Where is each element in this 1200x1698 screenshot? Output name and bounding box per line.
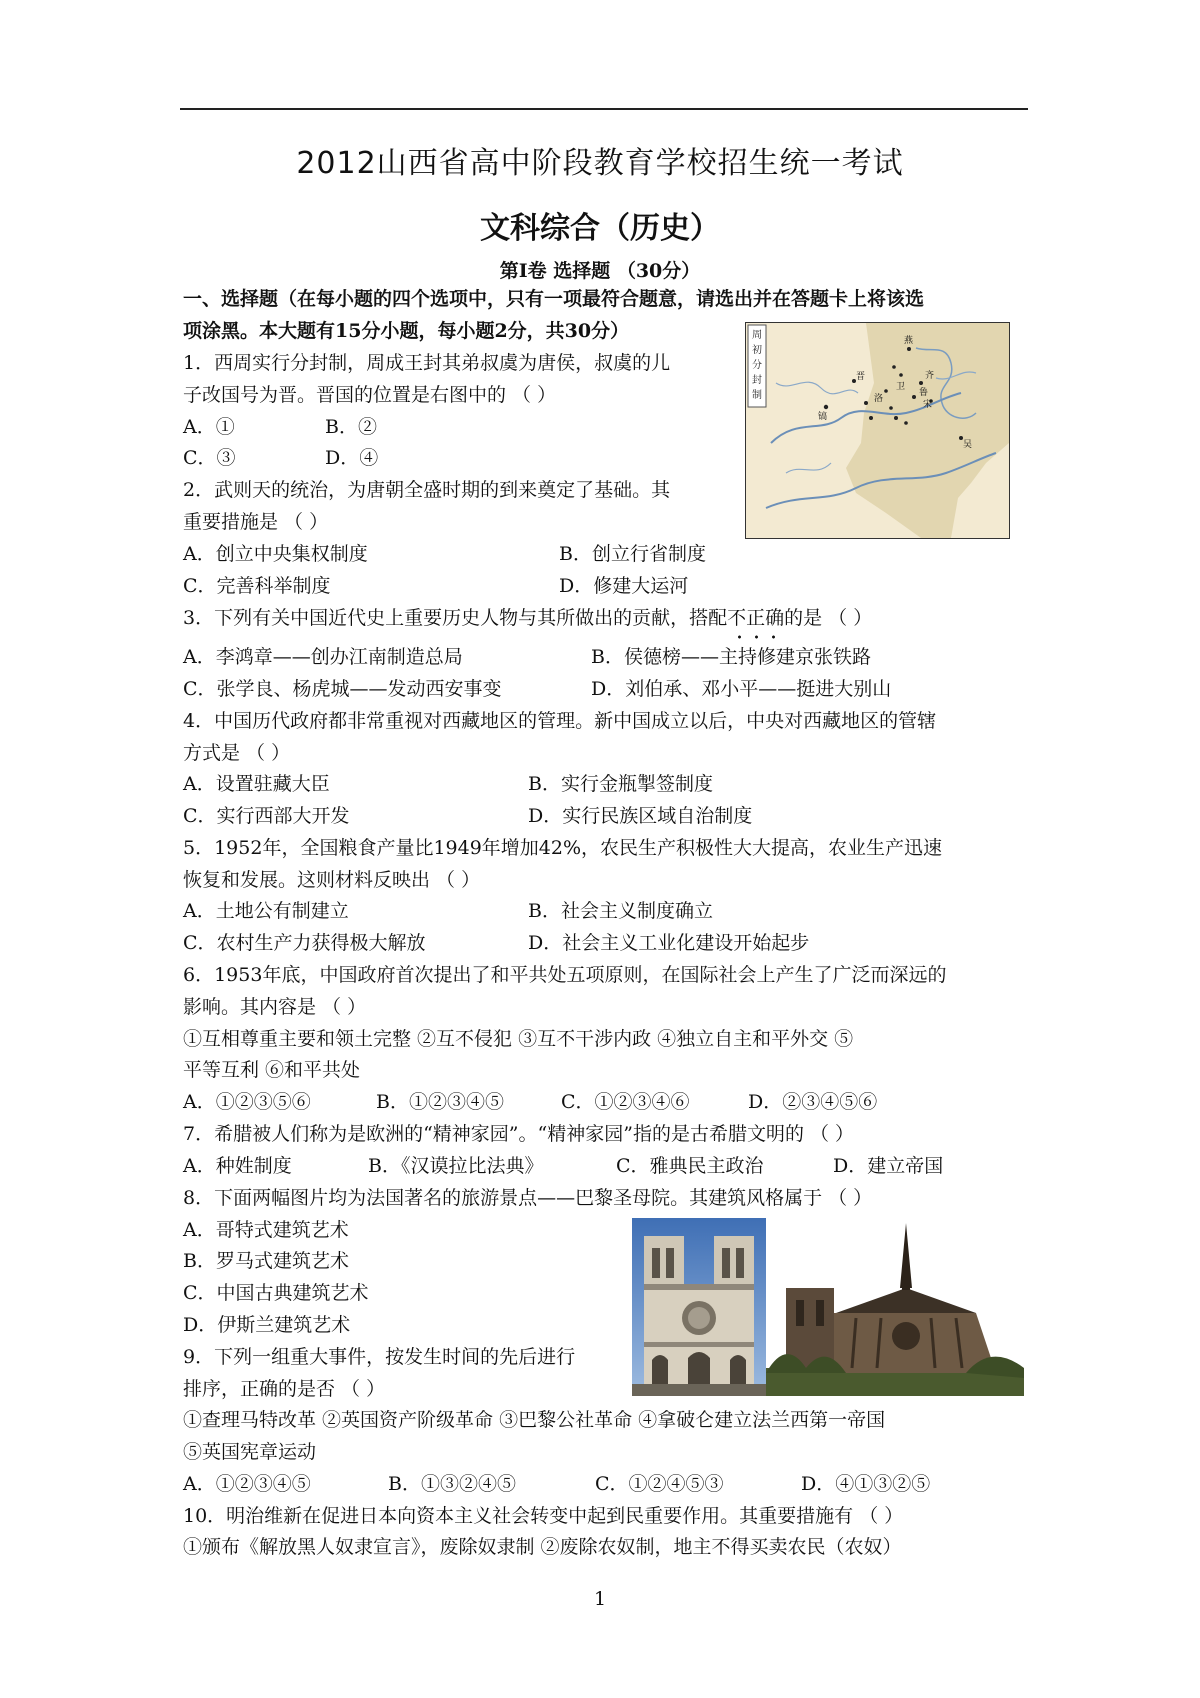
notre-dame-side-photo <box>766 1218 1024 1396</box>
q6-items-line1: ①互相尊重主要和领土完整 ②互不侵犯 ③互不干涉内政 ④独立自主和平外交 ⑤ <box>183 1028 854 1050</box>
q4-stem-line2: 方式是 （ ） <box>183 742 291 764</box>
side-view-illustration <box>766 1218 1024 1396</box>
map-label-yan: 燕 <box>904 336 914 346</box>
map-label-lu: 鲁 <box>919 388 929 398</box>
q4-option-d[interactable]: D．实行民族区域自治制度 <box>528 805 753 827</box>
q9-items-line1: ①查理马特改革 ②英国资产阶级革命 ③巴黎公社革命 ④拿破仑建立法兰西第一帝国 <box>183 1409 886 1431</box>
q1-stem-line2: 子改国号为晋。晋国的位置是右图中的 （ ） <box>183 384 557 406</box>
q1-option-a[interactable]: A．① <box>183 416 235 438</box>
q3-stem <box>183 606 872 630</box>
q2-stem-line2: 重要措施是 （ ） <box>183 511 329 533</box>
q9-option-b[interactable]: B．①③②④⑤ <box>388 1473 516 1495</box>
q6-option-a[interactable]: A．①②③⑤⑥ <box>183 1091 311 1113</box>
q3-option-d[interactable]: D．刘伯承、邓小平——挺进大别山 <box>591 678 892 700</box>
section-instruction-line1: 一、选择题（在每小题的四个选项中，只有一项最符合题意，请选出并在答题卡上将该选 <box>183 288 925 310</box>
q7-option-b[interactable]: B．《汉谟拉比法典》 <box>368 1155 544 1177</box>
facade-illustration <box>632 1218 766 1396</box>
q2-option-b[interactable]: B．创立行省制度 <box>559 543 706 565</box>
q5-option-c[interactable]: C．农村生产力获得极大解放 <box>183 932 426 954</box>
q6-stem-line1: 6．1953年底，中国政府首次提出了和平共处五项原则，在国际社会上产生了广泛而深远的 <box>183 964 947 986</box>
q5-option-a[interactable]: A．土地公有制建立 <box>183 900 349 922</box>
q9-option-c[interactable]: C．①②④⑤③ <box>595 1473 724 1495</box>
q1-option-d[interactable]: D．④ <box>325 447 379 469</box>
q9-option-a[interactable]: A．①②③④⑤ <box>183 1473 311 1495</box>
map-title-char-5: 制 <box>752 390 762 401</box>
map-illustration <box>746 323 1009 538</box>
q4-option-a[interactable]: A．设置驻藏大臣 <box>183 773 330 795</box>
q1-option-c[interactable]: C．③ <box>183 447 236 469</box>
q10-items-line1: ①颁布《解放黑人奴隶宣言》，废除奴隶制 ②废除农奴制，地主不得买卖农民（农奴） <box>183 1536 902 1558</box>
map-title-char-1: 周 <box>752 330 762 341</box>
map-title-char-2: 初 <box>752 345 762 356</box>
map-label-luo: 洛 <box>874 394 884 404</box>
q8-option-c[interactable]: C．中国古典建筑艺术 <box>183 1282 369 1304</box>
q7-option-d[interactable]: D．建立帝国 <box>833 1155 944 1177</box>
q9-option-d[interactable]: D．④①③②⑤ <box>801 1473 931 1495</box>
exam-subtitle: 文科综合（历史） <box>480 211 720 246</box>
q3-emphasis-text: 不正确 <box>727 607 785 629</box>
q5-option-b[interactable]: B．社会主义制度确立 <box>528 900 713 922</box>
q3-option-a[interactable]: A．李鸿章——创办江南制造总局 <box>183 646 463 668</box>
q3-emphasis <box>727 606 784 630</box>
q1-option-b[interactable]: B．② <box>325 416 377 438</box>
map-title-char-4: 封 <box>752 375 762 386</box>
q6-items-line2: 平等互利 ⑥和平共处 <box>183 1059 361 1081</box>
q2-stem-line1: 2．武则天的统治，为唐朝全盛时期的到来奠定了基础。其 <box>183 479 671 501</box>
q6-option-c[interactable]: C．①②③④⑥ <box>561 1091 690 1113</box>
q1-stem-line1: 1．西周实行分封制，周成王封其弟叔虞为唐侯，叔虞的儿 <box>183 352 671 374</box>
map-label-wu: 吴 <box>963 440 973 450</box>
map-title-char-3: 分 <box>752 360 762 371</box>
q2-option-c[interactable]: C．完善科举制度 <box>183 575 331 597</box>
q3-stem-start: 3．下列有关中国近代史上重要历史人物与其所做出的贡献，搭配 <box>183 607 728 629</box>
exam-title: 2012山西省高中阶段教育学校招生统一考试 <box>296 146 904 181</box>
q6-option-d[interactable]: D．②③④⑤⑥ <box>748 1091 878 1113</box>
q2-option-a[interactable]: A．创立中央集权制度 <box>183 543 368 565</box>
q2-option-d[interactable]: D．修建大运河 <box>559 575 689 597</box>
q10-stem: 10．明治维新在促进日本向资本主义社会转变中起到民重要作用。其重要措施有 （ ） <box>183 1505 904 1527</box>
header-rule <box>180 108 1028 110</box>
q8-stem: 8．下面两幅图片均为法国著名的旅游景点——巴黎圣母院。其建筑风格属于 （ ） <box>183 1187 873 1209</box>
q6-option-b[interactable]: B．①②③④⑤ <box>376 1091 504 1113</box>
page-number: 1 <box>593 1588 607 1610</box>
q9-stem-line2: 排序，正确的是否 （ ） <box>183 1378 386 1400</box>
map-label-wei: 卫 <box>896 382 906 392</box>
q5-option-d[interactable]: D．社会主义工业化建设开始起步 <box>528 932 810 954</box>
q7-option-c[interactable]: C．雅典民主政治 <box>616 1155 764 1177</box>
q4-option-c[interactable]: C．实行西部大开发 <box>183 805 350 827</box>
q3-stem-end: 的是 （ ） <box>784 607 873 629</box>
q4-option-b[interactable]: B．实行金瓶掣签制度 <box>528 773 713 795</box>
map-label-hao: 镐 <box>818 412 828 422</box>
q6-stem-line2: 影响。其内容是 （ ） <box>183 996 367 1018</box>
q3-option-c[interactable]: C．张学良、杨虎城——发动西安事变 <box>183 678 502 700</box>
q8-option-b[interactable]: B．罗马式建筑艺术 <box>183 1250 349 1272</box>
q4-stem-line1: 4．中国历代政府都非常重视对西藏地区的管理。新中国成立以后，中央对西藏地区的管辖 <box>183 710 937 732</box>
part-title: 第Ⅰ卷 选择题 （30分） <box>499 260 701 282</box>
section-instruction-line2: 项涂黑。本大题有15分小题，每小题2分，共30分） <box>183 320 630 342</box>
map-label-qi: 齐 <box>925 371 935 381</box>
q8-option-d[interactable]: D．伊斯兰建筑艺术 <box>183 1314 351 1336</box>
map-label-jin: 晋 <box>856 372 866 382</box>
q5-stem-line2: 恢复和发展。这则材料反映出 （ ） <box>183 869 481 891</box>
q5-stem-line1: 5．1952年，全国粮食产量比1949年增加42%，农民生产积极性大大提高，农业生产迅速 <box>183 837 943 859</box>
emphasis-dots <box>727 635 784 639</box>
map-label-song: 宋 <box>923 400 933 410</box>
q8-option-a[interactable]: A．哥特式建筑艺术 <box>183 1219 349 1241</box>
q3-option-b[interactable]: B．侯德榜——主持修建京张铁路 <box>591 646 871 668</box>
zhou-fief-map <box>745 322 1010 539</box>
notre-dame-facade-photo <box>632 1218 766 1396</box>
q7-option-a[interactable]: A．种姓制度 <box>183 1155 292 1177</box>
q7-stem: 7．希腊被人们称为是欧洲的“精神家园”。“精神家园”指的是古希腊文明的 （ ） <box>183 1123 855 1145</box>
q9-stem-line1: 9．下列一组重大事件，按发生时间的先后进行 <box>183 1346 576 1368</box>
q9-items-line2: ⑤英国宪章运动 <box>183 1441 317 1463</box>
